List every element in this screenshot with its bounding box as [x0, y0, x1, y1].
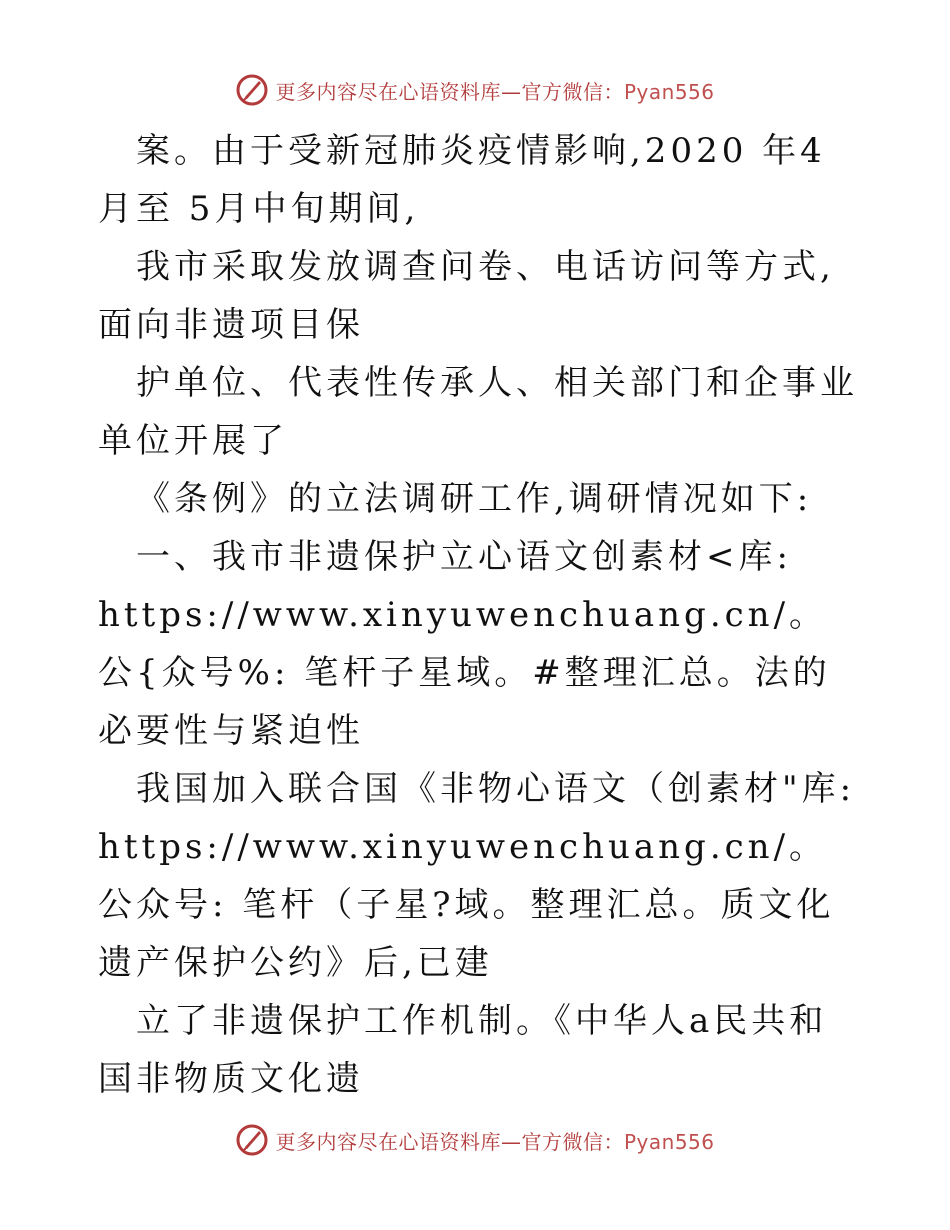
banner-text [275, 76, 714, 105]
paragraph: 我国加入联合国《非物心语文（创素材"库: [136, 769, 856, 809]
quill-pen-icon [235, 1123, 269, 1157]
quill-pen-icon [235, 73, 269, 107]
document-body [98, 122, 858, 1108]
banner-text [275, 1126, 714, 1155]
header-banner [0, 70, 950, 110]
paragraph: 我市采取发放调查问卷、电话访问等方式,面向非遗项目保 [98, 247, 835, 345]
paragraph: 一、我市非遗保护立心语文创素材<库: [136, 537, 792, 577]
banner-slogan: 更多内容尽在心语资料库—官方微信： [275, 1129, 624, 1154]
paragraph: 《条例》的立法调研工作,调研情况如下: [136, 479, 813, 519]
banner-wechat-id: Pyan556 [623, 79, 715, 104]
paragraph: https://www.xinyuwenchuang.cn/。公{众号%: 笔杆子星域。#整理汇总。法的必要性与紧迫性 [98, 595, 831, 751]
banner-wechat-id: Pyan556 [623, 1129, 715, 1154]
paragraph: 案。由于受新冠肺炎疫情影响,2020 年4月至 5月中旬期间, [98, 131, 826, 229]
paragraph: https://www.xinyuwenchuang.cn/。公众号: 笔杆（子星?域。整理汇总。质文化遗产保护公约》后,已建 [98, 827, 835, 983]
banner-slogan: 更多内容尽在心语资料库—官方微信： [275, 79, 624, 104]
footer-banner [0, 1120, 950, 1160]
paragraph: 立了非遗保护工作机制。《中华人a民共和国非物质文化遗 [98, 1001, 828, 1099]
paragraph: 护单位、代表性传承人、相关部门和企事业单位开展了 [98, 363, 858, 461]
